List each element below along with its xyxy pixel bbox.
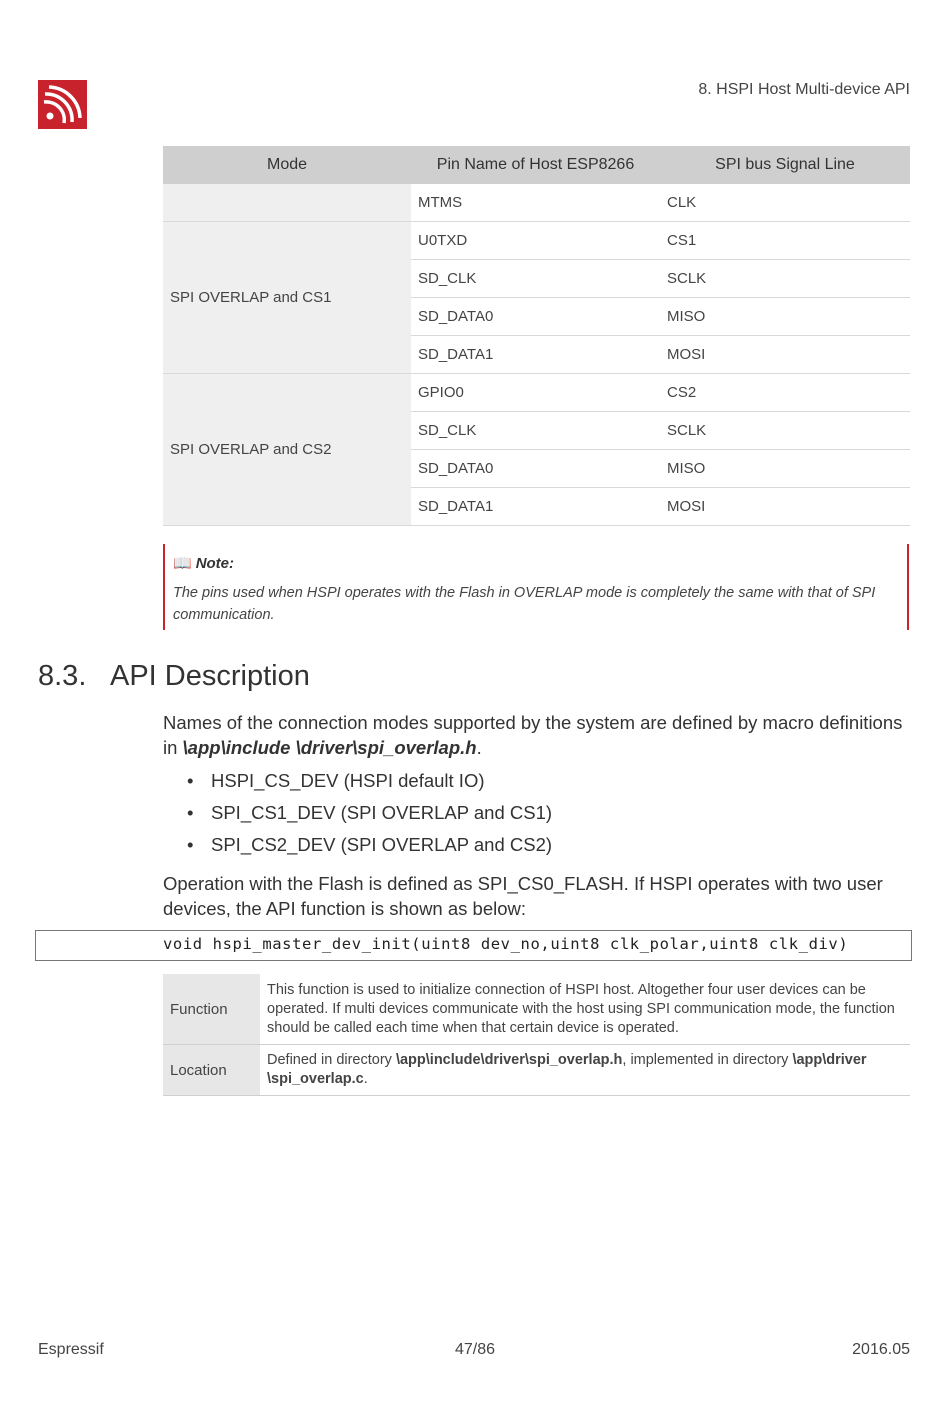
list-item (163, 800, 552, 832)
bullet-icon: • (187, 834, 194, 855)
location-description (260, 1045, 910, 1096)
mode-cell: SPI OVERLAP and CS2 (163, 374, 411, 526)
running-header: 8. HSPI Host Multi-device API (698, 81, 910, 98)
pin-cell: SD_DATA0 (411, 298, 660, 336)
list-item (163, 832, 552, 864)
pin-cell: GPIO0 (411, 374, 660, 412)
note-heading (173, 554, 234, 572)
function-signature: void hspi_master_dev_init(uint8 dev_no,uint8 clk_polar,uint8 clk_div) (163, 935, 849, 953)
footer-company: Espressif (38, 1341, 104, 1358)
note-text: The pins used when HSPI operates with the Flash in OVERLAP mode is completely the same with that of SPI communication. (173, 585, 876, 623)
pin-cell: U0TXD (411, 222, 660, 260)
signal-cell: MOSI (660, 336, 910, 374)
table-row (163, 974, 910, 1045)
signal-cell: MISO (660, 298, 910, 336)
intro-paragraph (163, 710, 913, 760)
mode-cell: SPI OVERLAP and CS1 (163, 222, 411, 374)
espressif-logo (38, 80, 87, 129)
signal-cell: CS1 (660, 222, 910, 260)
pin-mapping-table (163, 146, 910, 526)
section-number: 8.3. (38, 660, 87, 692)
source-file-path: \spi_overlap.c (267, 1071, 364, 1087)
flash-paragraph: Operation with the Flash is defined as SPI_CS0_FLASH. If HSPI operates with two user devices, the API function is shown as below: (163, 873, 883, 919)
column-header-signal: SPI bus Signal Line (660, 146, 910, 184)
table-row (163, 184, 910, 222)
header-file-path: \app\include\driver\spi_overlap.h (395, 1052, 623, 1068)
table-header-row (163, 146, 910, 184)
section-title: API Description (110, 660, 310, 692)
location-text: Defined in directory (267, 1052, 396, 1068)
table-row (163, 222, 910, 260)
function-label: Function (163, 974, 260, 1045)
list-item-text: HSPI_CS_DEV (HSPI default IO) (211, 770, 485, 791)
list-item (163, 768, 552, 800)
bullet-icon: • (187, 802, 194, 823)
pin-cell: SD_CLK (411, 412, 660, 450)
note-box (163, 544, 909, 630)
list-item-text: SPI_CS2_DEV (SPI OVERLAP and CS2) (211, 834, 553, 855)
note-title: Note: (195, 555, 235, 572)
table-row (163, 374, 910, 412)
signal-cell: MISO (660, 450, 910, 488)
bullet-icon: • (187, 770, 194, 791)
book-icon: 📖 (173, 555, 192, 572)
signal-cell: SCLK (660, 412, 910, 450)
intro-text: Names of the connection modes supported by the system are defined by macro definitions in (163, 712, 903, 758)
pin-cell: SD_CLK (411, 260, 660, 298)
signal-cell: CS2 (660, 374, 910, 412)
column-header-pin: Pin Name of Host ESP8266 (411, 146, 660, 184)
source-dir-path: \app\driver (792, 1052, 867, 1068)
table-row (163, 1045, 910, 1096)
mode-list (163, 768, 552, 864)
pin-cell: SD_DATA0 (411, 450, 660, 488)
function-info-table (163, 974, 910, 1096)
signal-cell: CLK (660, 184, 910, 222)
function-description: This function is used to initialize connection of HSPI host. Altogether four user devices can be operated. If multi devices communicate with the host using SPI communication mode, the function should be called each time when that certain device is operated. (260, 974, 910, 1045)
column-header-mode: Mode (163, 146, 411, 184)
list-item-text: SPI_CS1_DEV (SPI OVERLAP and CS1) (211, 802, 553, 823)
pin-cell: MTMS (411, 184, 660, 222)
pin-cell: SD_DATA1 (411, 488, 660, 526)
location-label: Location (163, 1045, 260, 1096)
location-period: . (363, 1071, 368, 1087)
signal-cell: SCLK (660, 260, 910, 298)
footer-date: 2016.05 (852, 1341, 910, 1358)
code-block (35, 930, 912, 961)
header-path: \app\include \driver\spi_overlap.h (182, 737, 477, 758)
page-number: 47/86 (454, 1341, 496, 1358)
location-text: , implemented in directory (622, 1052, 793, 1068)
intro-period: . (476, 737, 482, 758)
mode-cell (163, 184, 411, 222)
signal-cell: MOSI (660, 488, 910, 526)
pin-cell: SD_DATA1 (411, 336, 660, 374)
